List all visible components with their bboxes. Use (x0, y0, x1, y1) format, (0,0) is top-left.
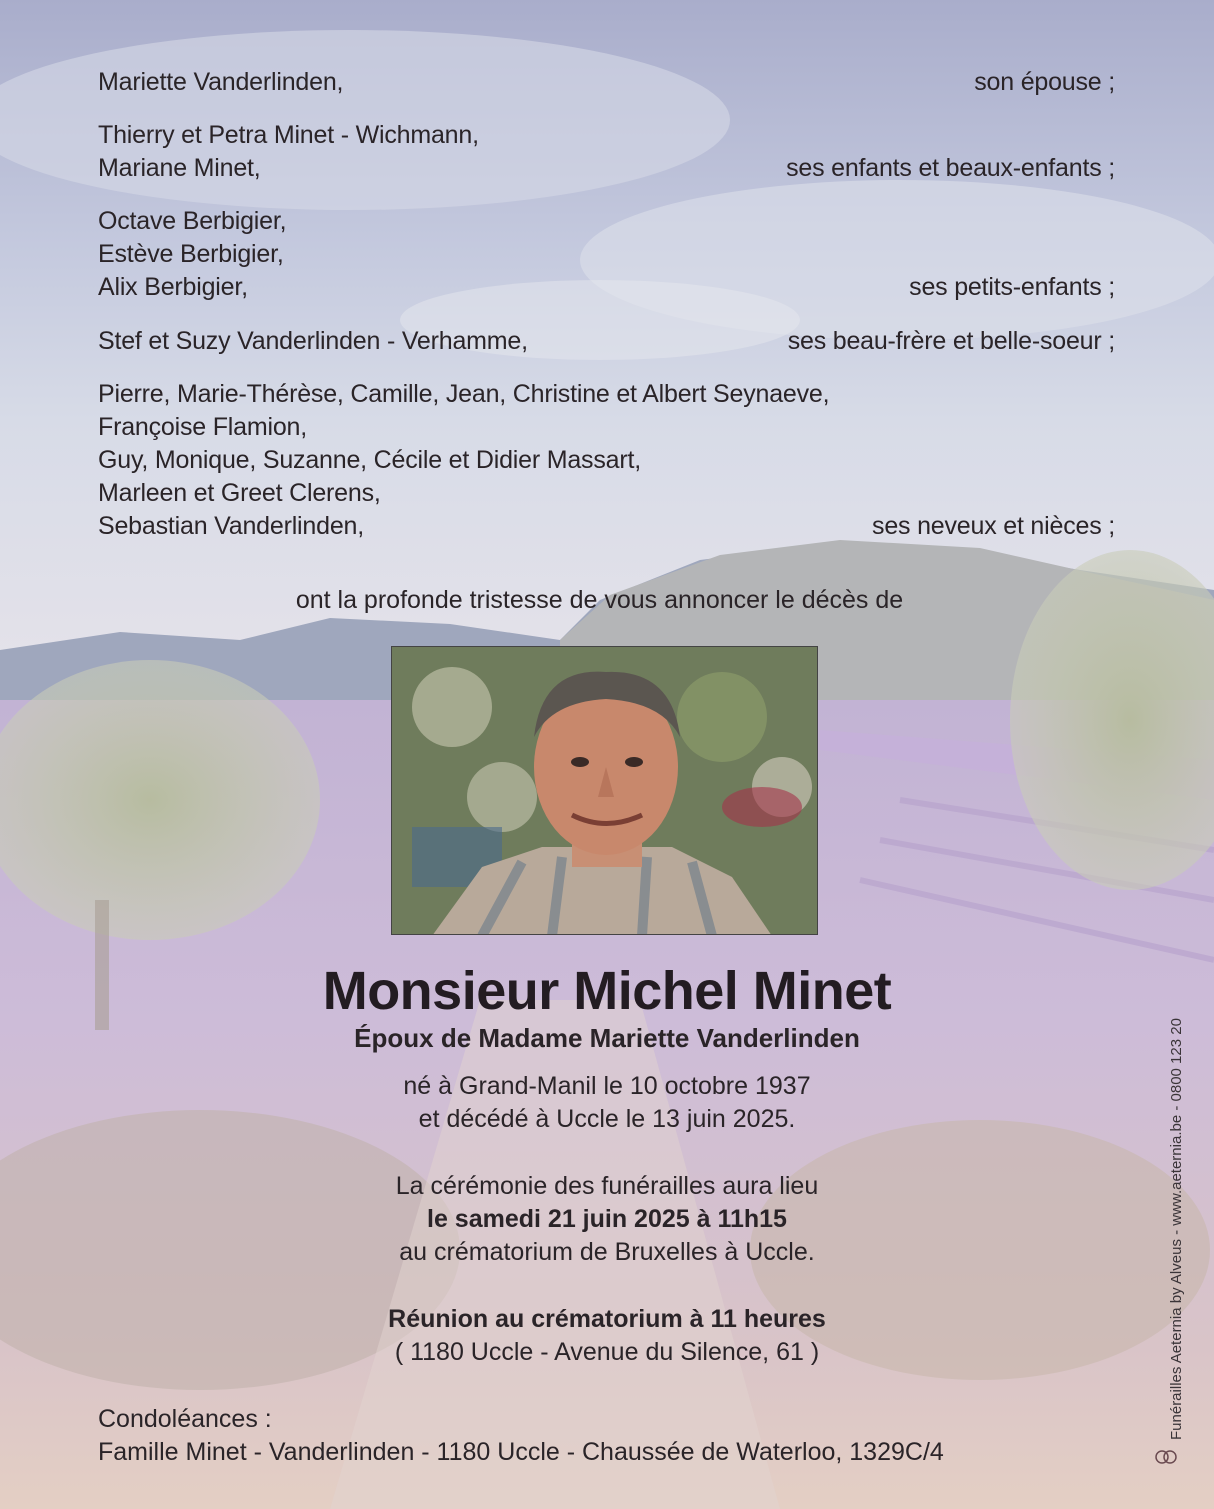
condolences (98, 1403, 944, 1469)
family-name: Guy, Monique, Suzanne, Cécile et Didier Massart, (98, 446, 641, 474)
portrait-photo (391, 646, 818, 935)
ceremony-line: La cérémonie des funérailles aura lieu (395, 1172, 819, 1200)
condolences-address: Famille Minet - Vanderlinden - 1180 Uccle - Chaussée de Waterloo, 1329C/4 (98, 1438, 944, 1466)
family-group (98, 325, 1115, 358)
meeting-address: ( 1180 Uccle - Avenue du Silence, 61 ) (394, 1338, 820, 1366)
family-name: Estève Berbigier, (98, 240, 284, 268)
family-relation: ses beau-frère et belle-soeur ; (787, 327, 1115, 355)
family-group (98, 378, 1115, 543)
family-name: Françoise Flamion, (98, 413, 307, 441)
family-name: Mariane Minet, (98, 154, 261, 182)
life-dates (0, 1070, 1214, 1136)
announcement-text: ont la profonde tristesse de vous annoncer le décès de (295, 586, 904, 614)
family-name: Pierre, Marie-Thérèse, Camille, Jean, Christine et Albert Seynaeve, (98, 380, 830, 408)
family-name: Octave Berbigier, (98, 207, 287, 235)
meeting-time: Réunion au crématorium à 11 heures (388, 1305, 826, 1333)
ceremony-place: au crématorium de Bruxelles à Uccle. (399, 1238, 815, 1266)
family-name: Thierry et Petra Minet - Wichmann, (98, 121, 479, 149)
meeting-info (0, 1303, 1214, 1369)
family-group (98, 66, 1115, 99)
family-relation: ses enfants et beaux-enfants ; (786, 154, 1115, 182)
family-name: Sebastian Vanderlinden, (98, 512, 364, 540)
deceased-name: Monsieur Michel Minet (322, 961, 892, 1021)
family-name: Mariette Vanderlinden, (98, 68, 344, 96)
announcement (0, 586, 1214, 615)
family-group (98, 119, 1115, 185)
death-line: et décédé à Uccle le 13 juin 2025. (418, 1105, 796, 1133)
footer-credit: Funérailles Aeternia by Alveus - www.aeternia.be - 0800 123 20 (1168, 1018, 1185, 1440)
family-group (98, 205, 1115, 304)
ceremony-info (0, 1170, 1214, 1269)
family-relation: son épouse ; (974, 68, 1115, 96)
birth-line: né à Grand-Manil le 10 octobre 1937 (403, 1072, 811, 1100)
funeral-home-logo-icon (1153, 1444, 1179, 1470)
family-name: Alix Berbigier, (98, 273, 248, 301)
family-name: Stef et Suzy Vanderlinden - Verhamme, (98, 327, 528, 355)
family-relation: ses neveux et nièces ; (872, 512, 1115, 540)
condolences-label: Condoléances : (98, 1405, 272, 1433)
family-relation: ses petits-enfants ; (909, 273, 1115, 301)
ceremony-date: le samedi 21 juin 2025 à 11h15 (427, 1205, 787, 1233)
family-name: Marleen et Greet Clerens, (98, 479, 381, 507)
deceased-subtitle: Époux de Madame Mariette Vanderlinden (354, 1023, 860, 1053)
